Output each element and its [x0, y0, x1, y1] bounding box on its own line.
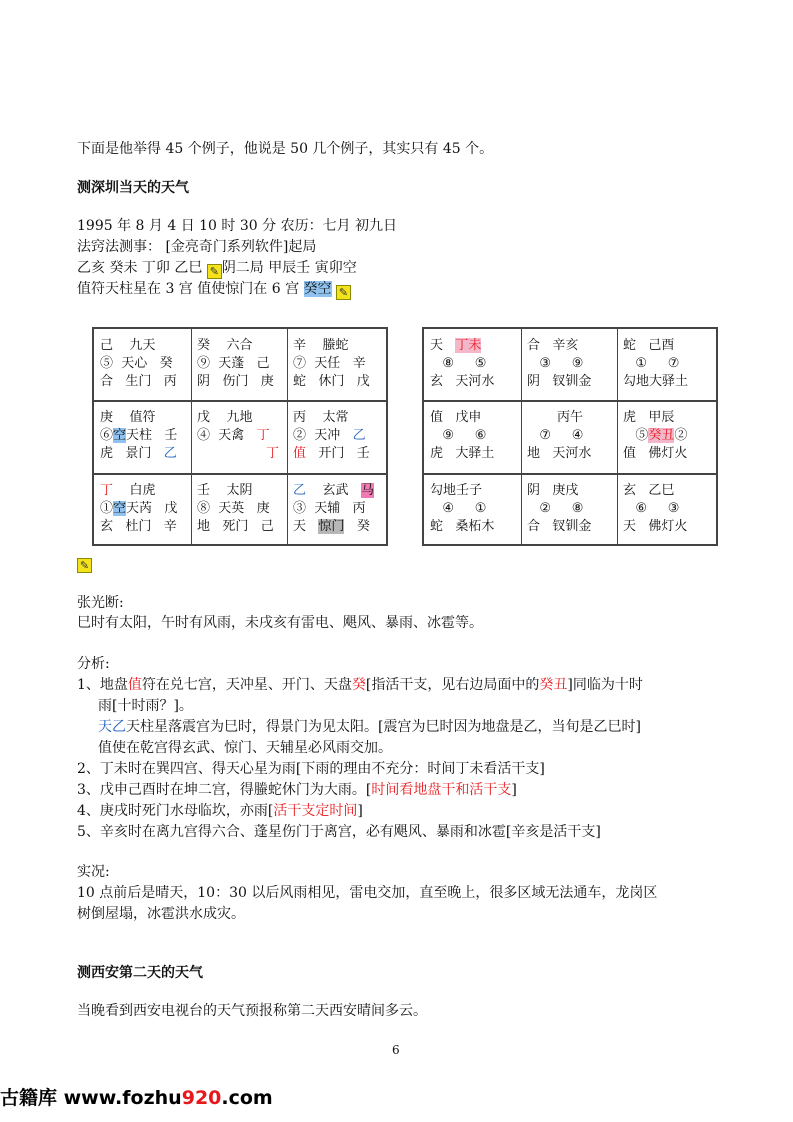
analysis-item-1-cont: 雨[十时雨？]。 — [98, 698, 193, 714]
zhifu-line — [77, 279, 351, 300]
method-line: 法窍法测事： [金亮奇门系列软件]起局 — [77, 239, 317, 255]
analysis-item-5: 5、辛亥时在离九宫得六合、蓬星伤门于离宫，必有飓风、暴雨和冰雹[辛亥是活干支] — [77, 824, 601, 840]
site-watermark: 古籍库 www.fozhu920.com — [0, 1087, 273, 1109]
edit-note-icon[interactable]: ✎ — [77, 558, 92, 573]
grid-footer-icon-row — [77, 552, 92, 573]
analysis-title: 分析: — [77, 656, 110, 672]
analysis-item-3: 3、戊申己酉时在坤二宫，得螣蛇休门为大雨。[时间看地盘干和活干支] — [77, 782, 517, 798]
gui-kong-highlight: 癸空 — [303, 281, 332, 297]
analysis-item-4: 4、庚戌时死门水母临坎，亦雨[活干支定时间] — [77, 803, 363, 819]
actual-text-1: 10 点前后是晴天，10：30 以后风雨相见，雷电交加，直至晚上，很多区域无法通车，龙岗区 — [77, 885, 658, 901]
analysis-item-1-cont3: 值使在乾宫得玄武、惊门、天辅星必风雨交加。 — [98, 740, 392, 756]
ganzhi-text-2: 阴二局 甲辰壬 寅卯空 — [221, 260, 357, 276]
right-huoganzhi-grid: 天 丁未 ⑧ ⑤ 玄 天河水 合 辛亥 ③ ⑨ 阴 钗钏金 蛇 己酉 ① ⑦ 勾地大驿土 值 戊申 ⑨ ⑥ 虎 大驿土 丙午 ⑦ ④ 地 天河水 虎 甲辰 ⑤癸丑② 值 佛灯火 勾地壬子 ④ ① 蛇 桑柘木 阴 庚戌 ② ⑧ 合 钗钏金 玄 乙巳 ⑥ ③ 天 佛灯火 — [422, 327, 718, 546]
ganzhi-text: 乙亥 癸未 丁卯 乙巳 — [77, 260, 207, 276]
analysis-item-2: 2、丁未时在巽四宫、得天心星为雨[下雨的理由不充分：时间丁未看活干支] — [77, 761, 545, 777]
intro-text: 下面是他举得 45 个例子，他说是 50 几个例子，其实只有 45 个。 — [77, 141, 494, 157]
left-qimen-grid: 己 九天 ⑤ 天心 癸 合 生门 丙 癸 六合 ⑨ 天蓬 己 阴 伤门 庚 辛 螣蛇 ⑦ 天任 辛 蛇 休门 戊 庚 值符 ⑥空天柱 壬 虎 景门 乙 戊 九地 ④ 天禽 丁 丁 丙 太常 ② 天冲 乙 值 开门 壬 丁 白虎 ①空天芮 戊 玄 杜门 辛 壬 太阴 ⑧ 天英 庚 地 死门 己 乙 玄武 马 ③ 天辅 丙 天 惊门 癸 — [92, 327, 388, 546]
date-line: 1995 年 8 月 4 日 10 时 30 分 农历：七月 初九日 — [77, 218, 398, 234]
edit-note-icon[interactable]: ✎ — [336, 285, 351, 300]
edit-note-icon[interactable]: ✎ — [207, 264, 222, 279]
analysis-item-1: 1、地盘值符在兑七宫，天冲星、开门、天盘癸[指活干支，见右边局面中的癸丑]同临为十时 — [77, 677, 643, 693]
actual-title: 实况: — [77, 864, 110, 880]
actual-text-2: 树倒屋塌，冰雹洪水成灾。 — [77, 906, 245, 922]
heading-xian: 测西安第二天的天气 — [77, 965, 203, 981]
zhang-text: 巳时有太阳，午时有风雨，未戌亥有雷电、飓风、暴雨、冰雹等。 — [77, 615, 483, 631]
ganzhi-line — [77, 258, 357, 279]
zhang-title: 张光断: — [77, 595, 124, 611]
zhifu-text: 值符天柱星在 3 宫 值使惊门在 6 宫 — [77, 281, 304, 297]
page-number: 6 — [392, 1043, 400, 1057]
heading-shenzhen: 测深圳当天的天气 — [77, 180, 189, 196]
xian-text: 当晚看到西安电视台的天气预报称第二天西安晴间多云。 — [77, 1003, 427, 1019]
analysis-item-1-cont2: 天乙天柱星落震宫为巳时，得景门为见太阳。[震宫为巳时因为地盘是乙，当旬是乙巳时] — [98, 719, 641, 735]
